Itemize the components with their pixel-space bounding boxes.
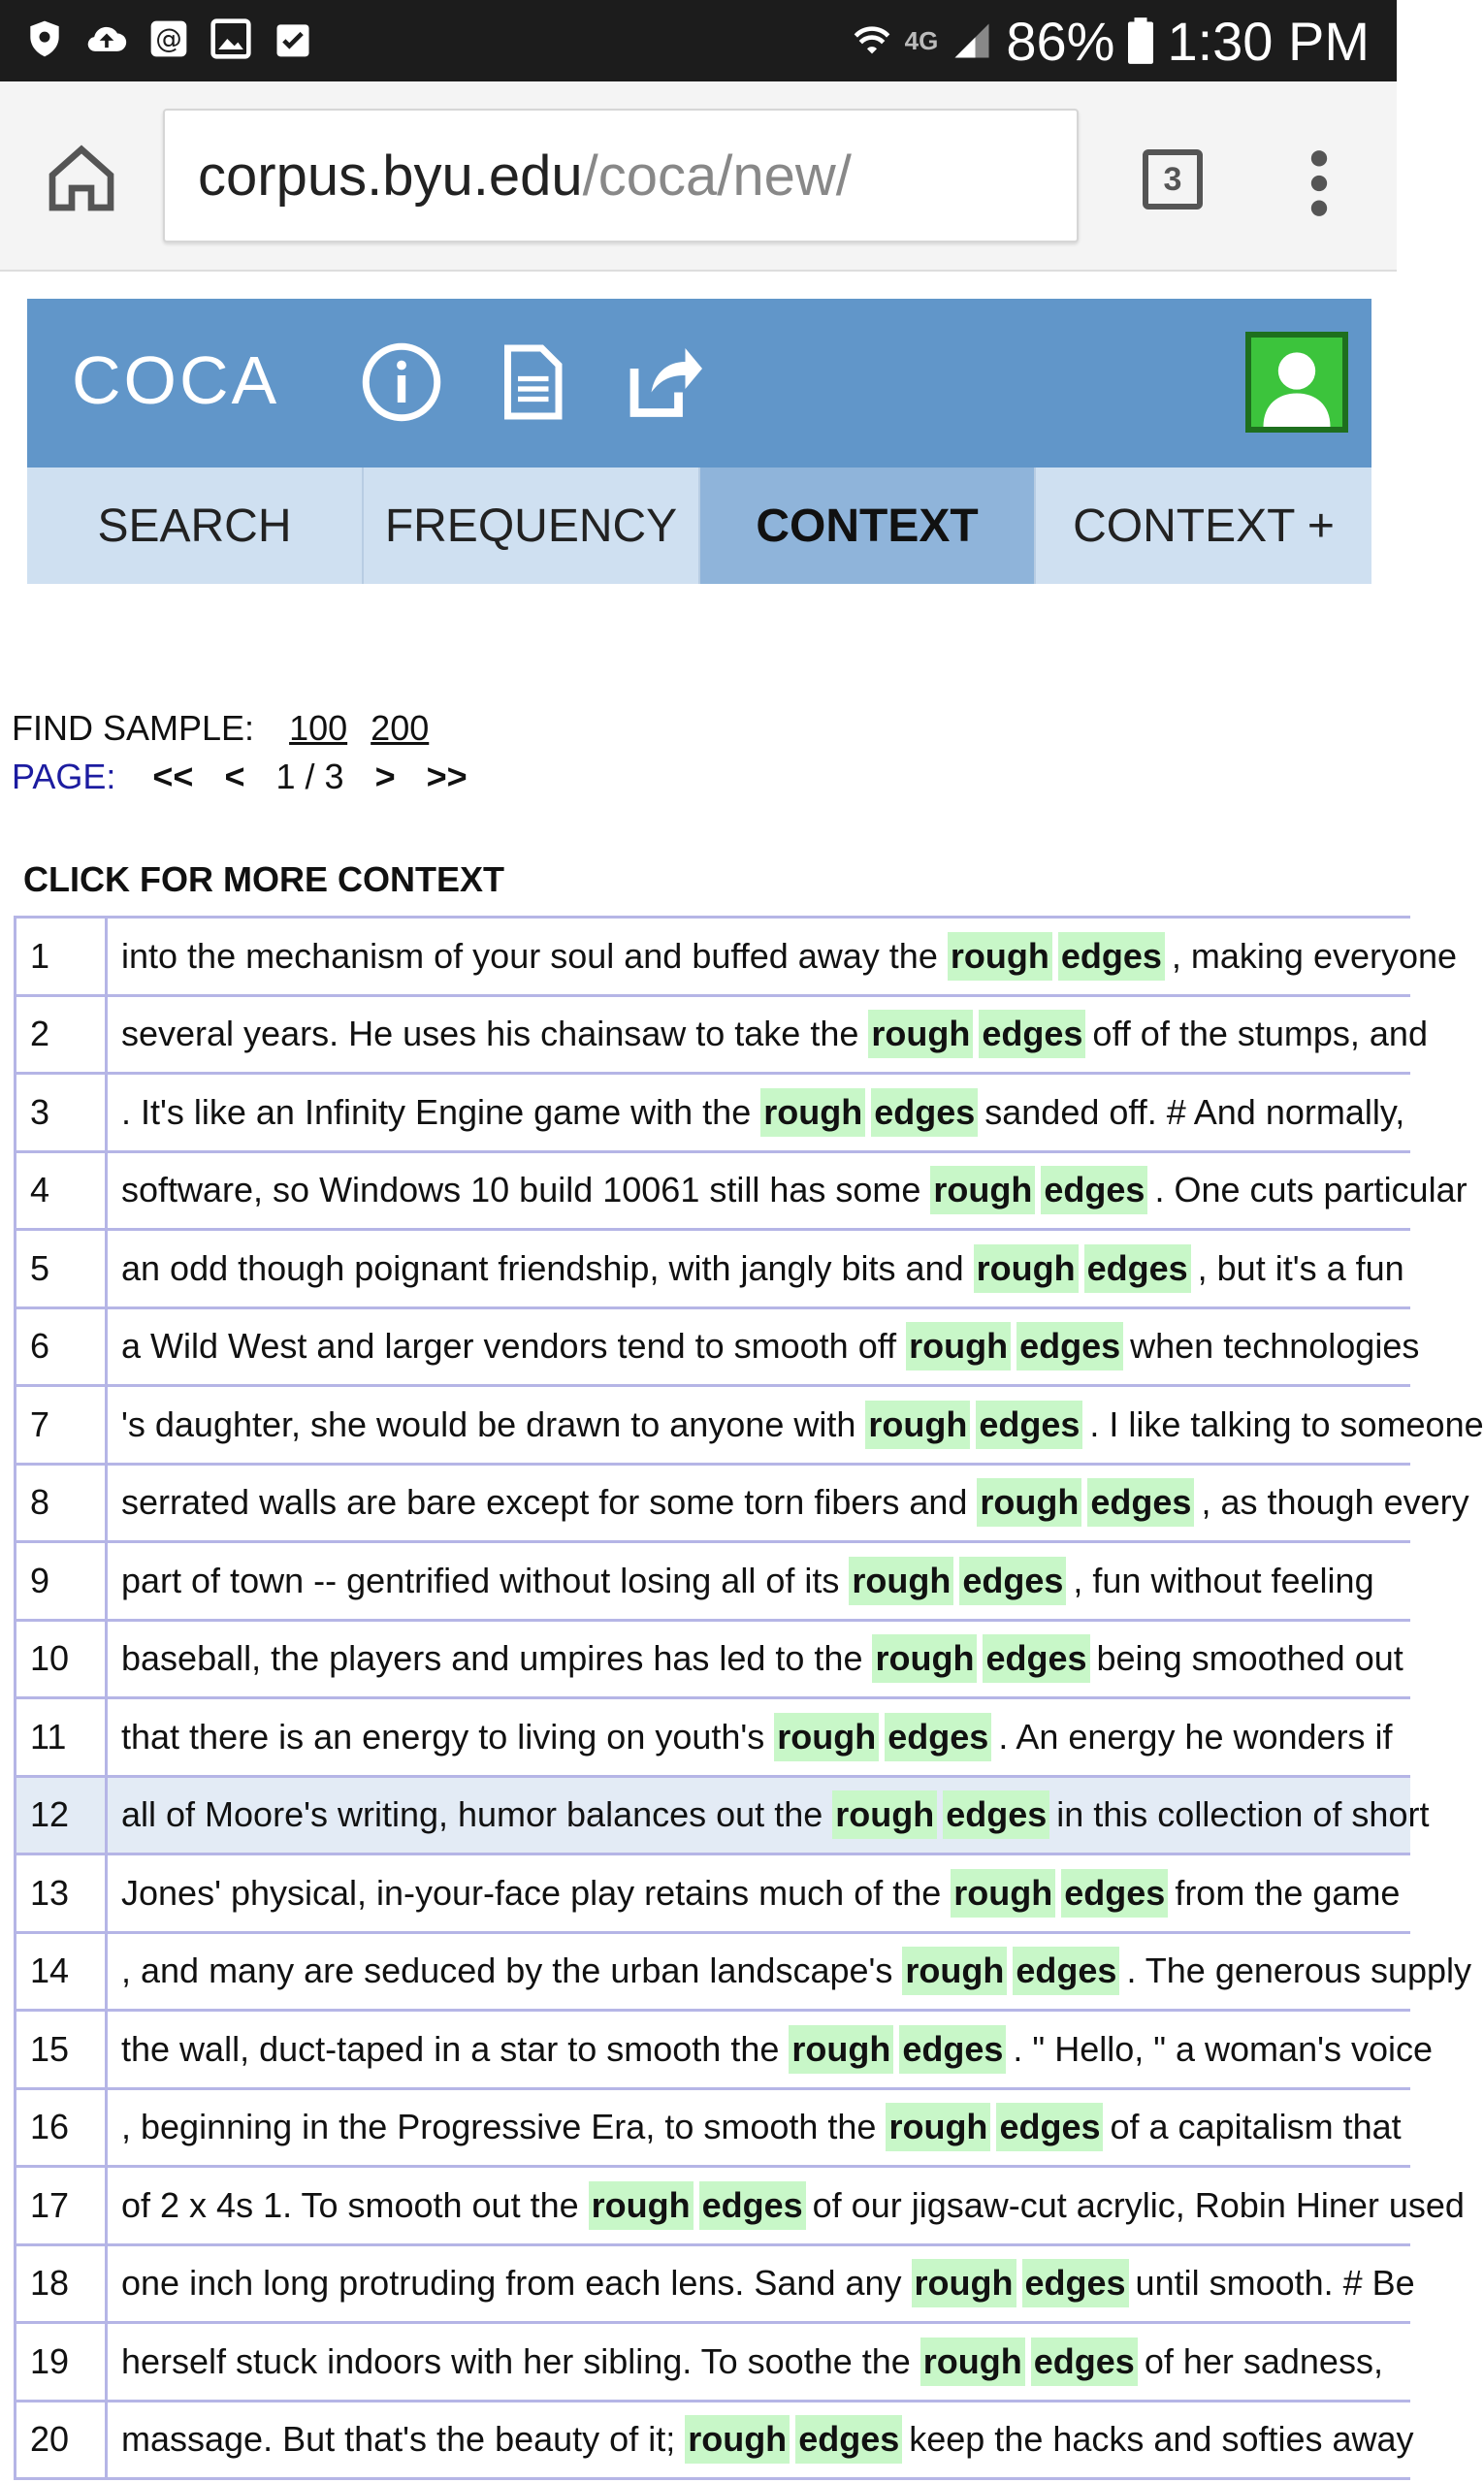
row-number: 13 [16,1855,108,1931]
prev-page-button[interactable]: < [224,757,245,796]
context-cell[interactable] [108,1309,1419,1385]
context-before: 's daughter, she would be drawn to anyone with [121,1403,856,1444]
row-number: 8 [16,1466,108,1541]
document-icon[interactable] [491,341,572,423]
home-icon[interactable] [43,140,120,217]
row-number: 15 [16,2012,108,2087]
context-before: massage. But that's the beauty of it; [121,2419,676,2460]
table-row[interactable] [16,2324,1410,2402]
context-cell[interactable] [108,2090,1410,2166]
tab-switcher-button[interactable]: 3 [1143,149,1203,210]
context-cell[interactable] [108,1231,1410,1306]
context-cell[interactable] [108,1387,1484,1463]
page-label: PAGE: [12,757,116,796]
keyword-word-1[interactable]: rough [912,2259,1016,2307]
row-number: 17 [16,2168,108,2243]
row-number: 2 [16,997,108,1073]
context-cell[interactable] [108,919,1457,994]
table-row[interactable] [16,1153,1468,1232]
row-number: 20 [16,2402,108,2478]
wifi-icon [853,21,891,60]
context-cell[interactable] [108,1543,1410,1619]
table-row[interactable] [16,2168,1465,2246]
cloud-upload-icon [85,17,128,60]
table-row[interactable] [16,1387,1484,1466]
context-after: . The generous supply [1126,1951,1472,1991]
table-row[interactable] [16,919,1458,997]
keyword-word-2[interactable]: edges [1041,1166,1147,1214]
context-cell[interactable] [108,1466,1469,1541]
context-after: of our jigsaw-cut acrylic, Robin Hiner used [812,2184,1465,2225]
battery-icon [1128,17,1153,64]
table-row[interactable] [16,1466,1469,1544]
url-path: /coca/new/ [582,144,852,208]
table-row[interactable] [16,1309,1420,1388]
row-number: 18 [16,2246,108,2322]
context-after: being smoothed out [1096,1638,1403,1679]
context-cell[interactable] [108,1153,1468,1229]
context-after: , but it's a fun [1197,1247,1404,1288]
keyword-word-1[interactable]: rough [906,1322,1011,1370]
table-row[interactable] [16,2402,1414,2481]
keyword-word-1[interactable]: rough [832,1790,937,1839]
find-sample-label: FIND SAMPLE: [12,708,255,748]
keyword-word-1[interactable]: rough [865,1401,970,1449]
user-account-button[interactable] [1245,332,1348,433]
last-page-button[interactable]: >> [426,757,468,796]
row-number: 3 [16,1075,108,1150]
user-icon [1251,338,1342,427]
keyword-word-2[interactable]: edges [1084,1244,1191,1293]
context-cell[interactable] [108,2246,1415,2322]
keyword-word-2[interactable]: edges [983,1634,1089,1683]
context-cell[interactable] [108,1075,1410,1150]
row-number: 10 [16,1622,108,1697]
main-tabs [27,468,1371,584]
context-after: , making everyone [1171,935,1458,976]
tab-context[interactable]: CONTEXT [700,468,1036,584]
keyword-word-1[interactable]: rough [589,2181,694,2230]
context-after: . " Hello, " a woman's voice [1013,2028,1434,2069]
keyword-word-1[interactable]: rough [760,1088,865,1137]
keyword-word-2[interactable]: edges [1058,932,1165,981]
concordance-table [14,916,1484,2480]
table-row[interactable] [16,1778,1430,1856]
table-row[interactable] [16,997,1428,1076]
keyword-word-2[interactable]: edges [976,1401,1082,1449]
table-row[interactable] [16,2246,1415,2325]
row-number: 19 [16,2324,108,2400]
pagination [12,757,468,797]
tab-search[interactable]: SEARCH [27,468,364,584]
row-number: 11 [16,1699,108,1775]
row-number: 4 [16,1153,108,1229]
context-after: . I like talking to someone [1089,1403,1484,1444]
battery-percent: 86% [1006,10,1115,72]
info-icon[interactable] [361,341,442,423]
context-before: part of town -- gentrified without losing all of its [121,1560,840,1600]
keyword-word-2[interactable]: edges [871,1088,978,1137]
context-before: , and many are seduced by the urban landscape's [121,1951,893,1991]
context-cell[interactable] [108,2012,1433,2087]
row-number: 6 [16,1309,108,1385]
context-after: from the game [1175,1872,1401,1913]
context-before: of 2 x 4s 1. To smooth out the [121,2184,579,2225]
signal-icon [952,20,992,61]
keyword-word-1[interactable]: rough [868,1010,973,1058]
context-before: baseball, the players and umpires has led to the [121,1638,863,1679]
context-before: the wall, duct-taped in a star to smooth the [121,2028,780,2069]
keyword-word-1[interactable]: rough [902,1947,1007,1995]
browser-toolbar [0,81,1397,272]
context-cell[interactable] [108,1855,1410,1931]
first-page-button[interactable]: << [152,757,194,796]
row-number: 16 [16,2090,108,2166]
context-after: sanded off. # And normally, [984,1091,1405,1132]
row-number: 9 [16,1543,108,1619]
context-before: herself stuck indoors with her sibling. To soothe the [121,2340,911,2381]
context-cell[interactable] [108,1778,1429,1854]
coca-header [27,299,1371,468]
keyword-word-1[interactable]: rough [789,2025,893,2074]
keyword-word-2[interactable]: edges [885,1713,991,1761]
external-link-icon[interactable] [621,341,702,423]
url-host: corpus.byu.edu [198,144,583,208]
keyword-word-1[interactable]: rough [930,1166,1035,1214]
table-row[interactable] [16,2090,1410,2169]
keyword-word-2[interactable]: edges [1031,2338,1138,2386]
table-row[interactable] [16,1622,1410,1700]
clipboard-check-icon [272,17,314,60]
keyword-word-1[interactable]: rough [872,1634,977,1683]
context-before: several years. He uses his chainsaw to take the [121,1014,859,1054]
keyword-word-1[interactable]: rough [886,2103,990,2151]
network-type: 4G [904,25,939,55]
keyword-word-2[interactable]: edges [979,1010,1085,1058]
context-cell[interactable] [108,2402,1414,2478]
keyword-word-1[interactable]: rough [974,1244,1079,1293]
next-page-button[interactable]: > [374,757,396,796]
context-before: all of Moore's writing, humor balances out the [121,1794,823,1835]
context-before: into the mechanism of your soul and buffed away the [121,935,938,976]
table-row[interactable] [16,1075,1410,1153]
context-after: . An energy he wonders if [998,1716,1393,1757]
context-cell[interactable] [108,2168,1465,2243]
context-before: an odd though poignant friendship, with jangly bits and [121,1247,964,1288]
context-after: . One cuts particular [1154,1170,1468,1210]
row-number: 1 [16,919,108,994]
context-after: of a capitalism that [1110,2107,1402,2147]
context-before: one inch long protruding from each lens. Sand any [121,2263,902,2304]
context-cell[interactable] [108,1699,1410,1775]
context-before: . It's like an Infinity Engine game with the [121,1091,752,1132]
context-before: serrated walls are bare except for some torn fibers and [121,1482,968,1523]
context-before: that there is an energy to living on youth's [121,1716,765,1757]
click-more-context-heading: CLICK FOR MORE CONTEXT [23,859,504,899]
row-number: 7 [16,1387,108,1463]
keyword-word-1[interactable]: rough [977,1478,1081,1527]
keyword-word-1[interactable]: rough [685,2415,790,2464]
overflow-menu-icon[interactable] [1300,149,1339,217]
address-bar[interactable] [163,109,1079,242]
coca-logo[interactable]: COCA [72,342,280,418]
context-after: , as though every [1201,1482,1469,1523]
keyword-word-2[interactable]: edges [996,2103,1103,2151]
notification-icons [23,17,314,60]
table-row[interactable] [16,2012,1434,2090]
keyword-word-2[interactable]: edges [943,1790,1049,1839]
context-before: software, so Windows 10 build 10061 still has some [121,1170,921,1210]
find-sample [12,708,429,749]
context-after: keep the hacks and softies away [909,2419,1414,2460]
keyword-word-2[interactable]: edges [699,2181,806,2230]
table-row[interactable] [16,1934,1472,2013]
table-row[interactable] [16,1543,1410,1622]
system-status [853,6,1370,76]
clock: 1:30 PM [1167,10,1370,72]
context-after: until smooth. # Be [1135,2263,1415,2304]
context-cell[interactable] [108,1934,1471,2010]
page-indicator: 1 / 3 [275,757,344,796]
keyword-word-1[interactable]: rough [920,2338,1025,2386]
row-number: 12 [16,1778,108,1854]
keyword-word-2[interactable]: edges [899,2025,1006,2074]
sample-200-link[interactable]: 200 [371,708,430,748]
keyword-word-2[interactable]: edges [1013,1947,1119,1995]
status-bar [0,0,1397,81]
context-before: a Wild West and larger vendors tend to smooth off [121,1326,897,1367]
context-after: , fun without feeling [1073,1560,1374,1600]
context-before: Jones' physical, in-your-face play retains much of the [121,1872,942,1913]
keyword-word-2[interactable]: edges [1061,1869,1168,1918]
keyword-word-2[interactable]: edges [1022,2259,1129,2307]
table-row[interactable] [16,1699,1410,1778]
svg-text:@: @ [155,23,182,55]
table-row[interactable] [16,1855,1410,1934]
keyword-word-1[interactable]: rough [948,932,1052,981]
shield-icon [23,17,66,60]
keyword-word-1[interactable]: rough [849,1557,953,1605]
sample-100-link[interactable]: 100 [289,708,348,748]
context-after: when technologies [1130,1326,1420,1367]
context-after: off of the stumps, and [1092,1014,1428,1054]
table-row[interactable] [16,1231,1410,1309]
tab-context-plus[interactable]: CONTEXT + [1036,468,1371,584]
keyword-word-2[interactable]: edges [959,1557,1066,1605]
tab-frequency[interactable]: FREQUENCY [364,468,700,584]
keyword-word-1[interactable]: rough [774,1713,879,1761]
keyword-word-1[interactable]: rough [951,1869,1055,1918]
image-icon [210,17,252,60]
context-cell[interactable] [108,1622,1410,1697]
email-icon [147,17,190,60]
row-number: 14 [16,1934,108,2010]
context-after: in this collection of short [1056,1794,1430,1835]
keyword-word-2[interactable]: edges [1016,1322,1123,1370]
keyword-word-2[interactable]: edges [795,2415,902,2464]
context-cell[interactable] [108,997,1428,1073]
context-before: , beginning in the Progressive Era, to smooth the [121,2107,877,2147]
keyword-word-2[interactable]: edges [1087,1478,1194,1527]
context-after: of her sadness, [1144,2340,1383,2381]
context-cell[interactable] [108,2324,1410,2400]
row-number: 5 [16,1231,108,1306]
